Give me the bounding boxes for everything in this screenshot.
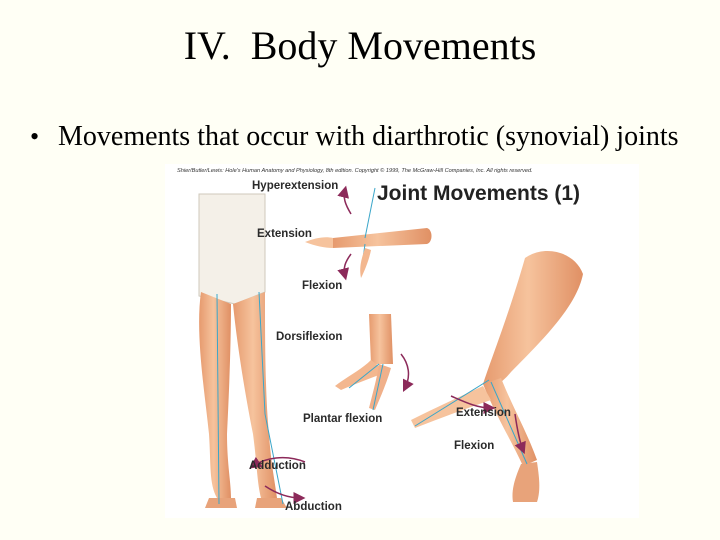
foot-ankle [335, 314, 408, 410]
label-abduction: Abduction [285, 501, 342, 513]
foot-flexed [512, 462, 539, 502]
label-hyperextension: Hyperextension [252, 180, 339, 192]
figure-credit: Shier/Butler/Lewis: Hole's Human Anatomy and Physiology, 8th edition. Copyright © 1999, The McGraw-Hill Companies, Inc. All rights reserved. [177, 168, 533, 174]
joint-movements-figure [165, 164, 639, 518]
hand-flexed [360, 248, 371, 278]
label-flexion-hand: Flexion [302, 280, 343, 292]
lower-leg [369, 314, 393, 364]
shin-flexed [483, 378, 537, 466]
slide-title: IV. Body Movements [183, 23, 537, 68]
left-foot [205, 498, 237, 508]
knee-guide-flex [491, 382, 527, 464]
label-adduction: Adduction [249, 460, 306, 472]
figure-title: Joint Movements (1) [377, 182, 581, 205]
bullet-text: Movements that occur with diarthrotic (synovial) joints [58, 121, 679, 152]
hyperextension-arrow [344, 190, 351, 214]
ankle-arrow [401, 354, 408, 388]
bullet-symbol: • [30, 122, 40, 151]
label-plantar-flexion: Plantar flexion [303, 413, 383, 425]
label-extension-knee: Extension [456, 407, 511, 419]
flexion-arrow [344, 254, 351, 276]
anatomy-illustration [165, 164, 639, 518]
label-dorsiflexion: Dorsiflexion [276, 331, 343, 343]
bent-leg [411, 251, 583, 502]
thigh [483, 251, 583, 386]
label-flexion-knee: Flexion [454, 440, 495, 452]
underwear [199, 194, 265, 304]
hand-guide-hyperext [365, 188, 375, 238]
left-leg [199, 292, 231, 498]
forearm [333, 228, 432, 248]
label-extension-hand: Extension [257, 228, 312, 240]
